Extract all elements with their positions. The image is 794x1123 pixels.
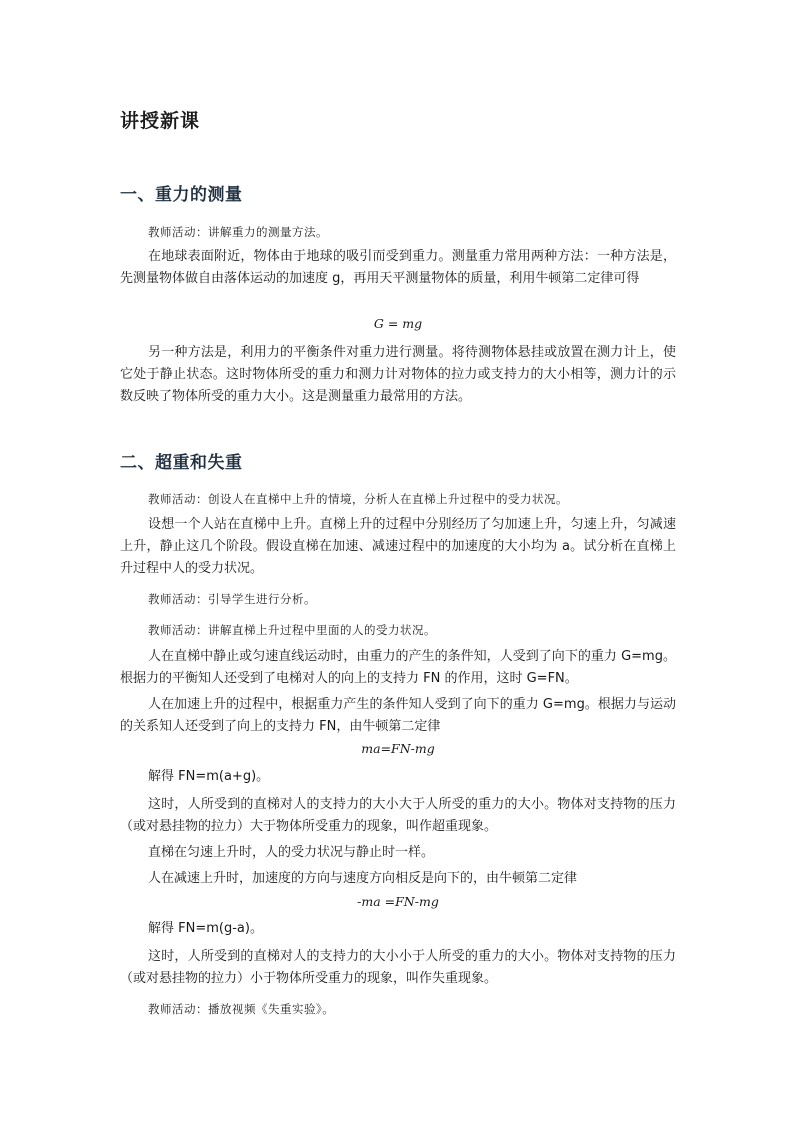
section-heading-gravity-measurement: 一、重力的测量 [120,185,243,205]
paragraph-static-case: 人在直梯中静止或匀速直线运动时，由重力的产生的条件知，人受到了向下的重力 G=mg。根据力的平衡知人还受到了电梯对人的向上的支持力 FN 的作用，这时 G=FN。 [120,649,676,686]
solution-line-accelerating: 解得 FN=m(a+g)。 [148,769,270,784]
teacher-activity-note: 教师活动：创设人在直梯中上升的情境，分析人在直梯上升过程中的受力状况。 [148,492,568,506]
teacher-activity-note: 教师活动：引导学生进行分析。 [148,592,316,606]
paragraph-decelerating-case: 人在减速上升时，加速度的方向与速度方向相反是向下的，由牛顿第二定律 [148,871,578,886]
paragraph-weightless-definition: 这时，人所受到的直梯对人的支持力的大小小于人所受的重力的大小。物体对支持物的压力（或对悬挂物的拉力）小于物体所受重力的现象，叫作失重现象。 [120,949,676,986]
page-title: 讲授新课 [120,110,201,132]
solution-line-decelerating: 解得 FN=m(g-a)。 [148,921,263,936]
paragraph-overweight-definition: 这时，人所受到的直梯对人的支持力的大小大于人所受的重力的大小。物体对支持物的压力（或对悬挂物的拉力）大于物体所受重力的现象，叫作超重现象。 [120,797,676,834]
paragraph-accelerating-case: 人在加速上升的过程中，根据重力产生的条件知人受到了向下的重力 G=mg。根据力与运动的关系知人还受到了向上的支持力 FN，由牛顿第二定律 [120,697,676,734]
teacher-activity-note: 教师活动：讲解直梯上升过程中里面的人的受力状况。 [148,623,436,637]
teacher-activity-note: 教师活动：讲解重力的测量方法。 [148,225,328,239]
formula-newton-decelerating: -ma =FN-mg [357,894,439,909]
paragraph-balance-method: 另一种方法是，利用力的平衡条件对重力进行测量。将待测物体悬挂或放置在测力计上，使它处于静止状态。这时物体所受的重力和测力计对物体的拉力或支持力的大小相等，测力计的示数反映了物体所受的重力大小。这是测量重力最常用的方法。 [120,345,676,404]
formula-newton-accelerating: ma=FN-mg [361,741,435,756]
paragraph-elevator-scenario: 设想一个人站在直梯中上升。直梯上升的过程中分别经历了匀加速上升，匀速上升，匀减速上升，静止这几个阶段。假设直梯在加速、减速过程中的加速度的大小均为 a。试分析在直梯上升过程中人的受力状况。 [120,517,676,576]
paragraph-uniform-case: 直梯在匀速上升时，人的受力状况与静止时一样。 [148,845,435,860]
teacher-activity-note: 教师活动：播放视频《失重实验》。 [148,1002,335,1016]
formula-g-equals-mg: G = mg [373,316,423,331]
paragraph-gravity-methods: 在地球表面附近，物体由于地球的吸引而受到重力。测量重力常用两种方法：一种方法是，先测量物体做自由落体运动的加速度 g，再用天平测量物体的质量，利用牛顿第二定律可得 [120,249,676,286]
section-heading-overweight-weightless: 二、超重和失重 [120,453,243,473]
